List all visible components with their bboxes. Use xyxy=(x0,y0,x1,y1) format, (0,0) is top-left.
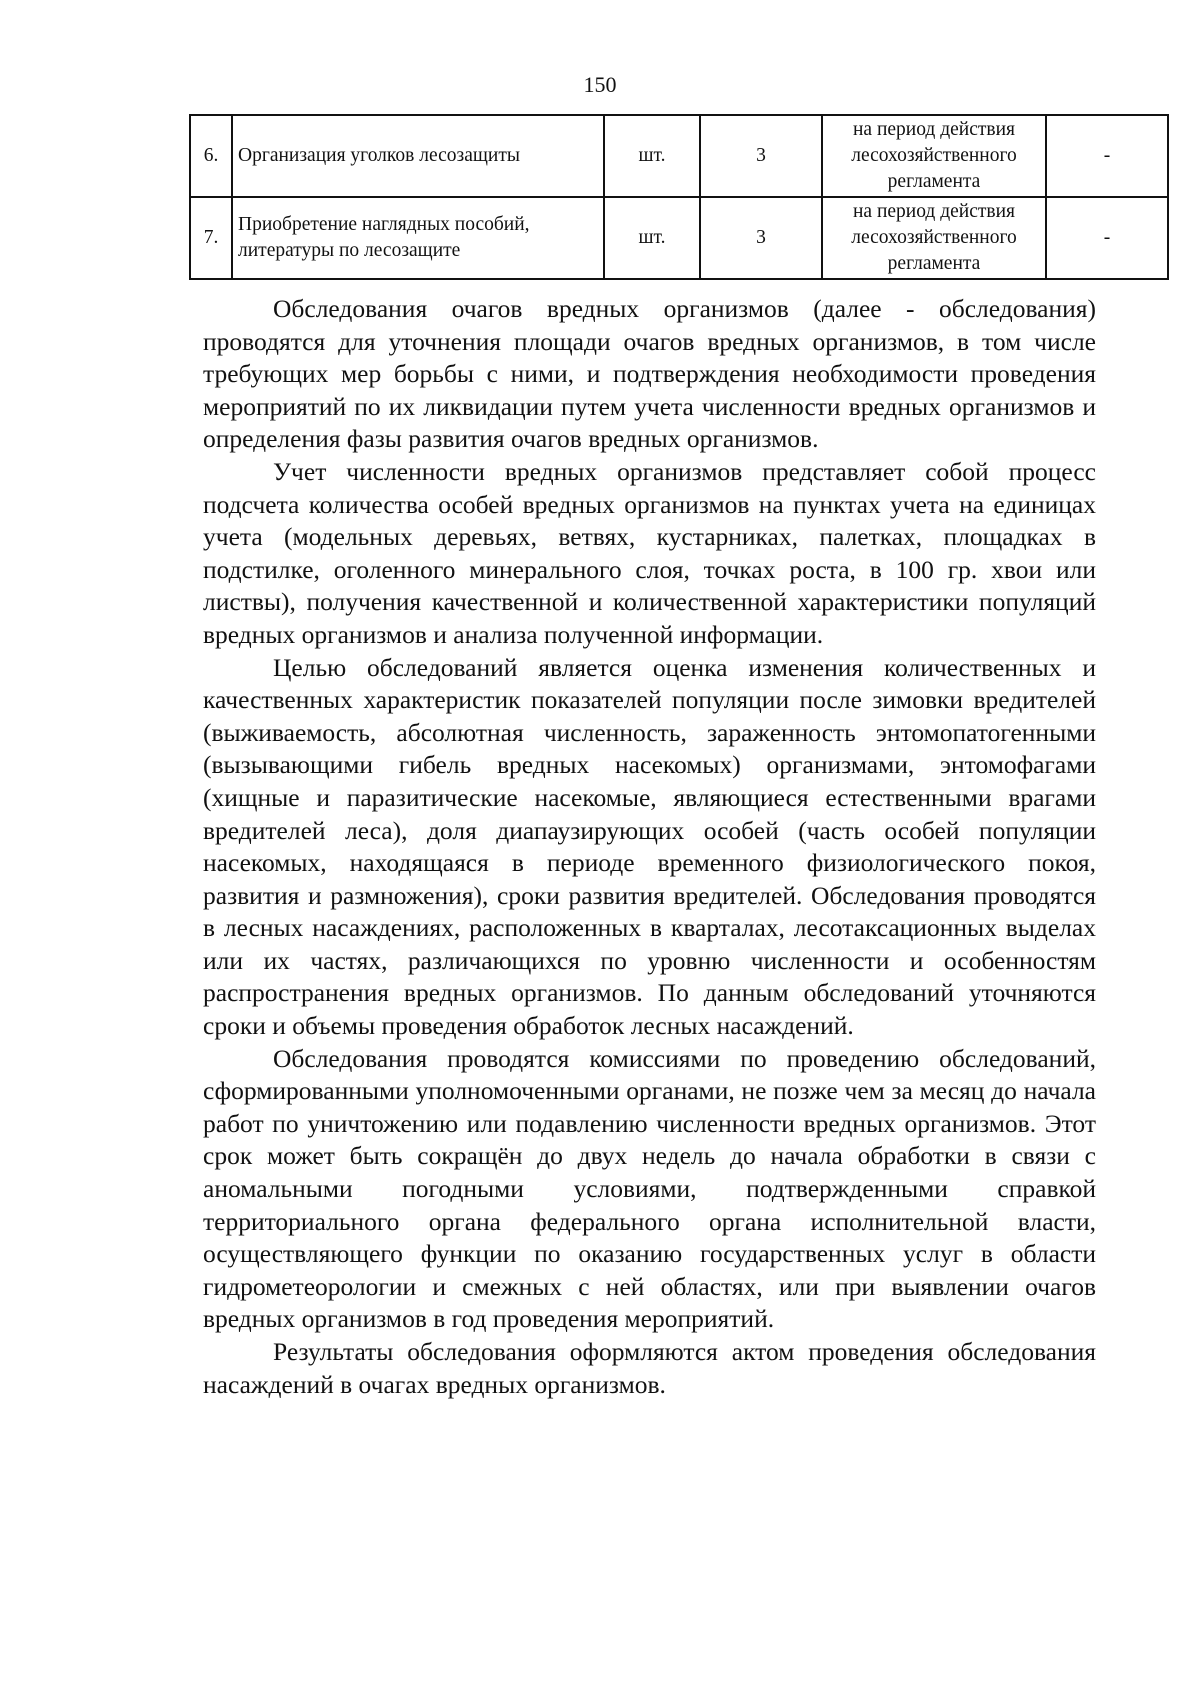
measure-name: Приобретение наглядных пособий, литературы по лесозащите xyxy=(232,197,604,279)
paragraph: Целью обследований является оценка изменения количественных и качественных характеристик показателей популяции после зимовки вредителей (выживаемость, абсолютная численность, зараженность энтомопатогенными (вызывающими гибель вредных насекомых) организмами, энтомофагами (хищные и паразитические насекомые, являющиеся естественными врагами вредителей леса), доля диапаузирующих особей (часть особей популяции насекомых, находящаяся в периоде временного физиологического покоя, развития и размножения), сроки развития вредителей. Обследования проводятся в лесных насаждениях, расположенных в кварталах, лесотаксационных выделах или их частях, различающихся по уровню численности и особенностям распространения вредных организмов. По данным обследований уточняются сроки и объемы проведения обработок лесных насаждений. xyxy=(203,652,1096,1041)
table-row xyxy=(190,197,1168,279)
paragraph: Обследования проводятся комиссиями по проведению обследований, сформированными уполномоченными органами, не позже чем за месяц до начала работ по уничтожению или подавлению численности вредных организмов. Этот срок может быть сокращён до двух недель до начала обработки в связи с аномальными погодными условиями, подтвержденными справкой территориального органа федерального органа исполнительной власти, осуществляющего функции по оказанию государственных услуг в области гидрометеорологии и смежных с ней областях, или при выявлении очагов вредных организмов в год проведения мероприятий. xyxy=(203,1043,1096,1334)
term-cell: на период действия лесохозяйственного регламента xyxy=(822,197,1046,279)
measure-name: Организация уголков лесозащиты xyxy=(232,115,604,197)
body-text xyxy=(203,293,1096,1401)
unit-cell: шт. xyxy=(604,197,700,279)
quantity-cell: 3 xyxy=(700,115,822,197)
extra-cell: - xyxy=(1046,115,1168,197)
table-row xyxy=(190,115,1168,197)
quantity-cell: 3 xyxy=(700,197,822,279)
term-cell: на период действия лесохозяйственного регламента xyxy=(822,115,1046,197)
paragraph: Учет численности вредных организмов представляет собой процесс подсчета количества особей вредных организмов на пунктах учета на единицах учета (модельных деревьях, ветвях, кустарниках, палетках, площадках в подстилке, оголенного минерального слоя, точках роста, в 100 гр. хвои или листвы), получения качественной и количественной характеристики популяций вредных организмов и анализа полученной информации. xyxy=(203,456,1096,649)
paragraph: Результаты обследования оформляются актом проведения обследования насаждений в очагах вредных организмов. xyxy=(203,1337,1096,1399)
measures-table xyxy=(189,114,1169,280)
page-number: 150 xyxy=(583,72,617,97)
extra-cell: - xyxy=(1046,197,1168,279)
unit-cell: шт. xyxy=(604,115,700,197)
row-number: 6. xyxy=(190,115,232,197)
row-number: 7. xyxy=(190,197,232,279)
paragraph: Обследования очагов вредных организмов (далее - обследования) проводятся для уточнения площади очагов вредных организмов, в том числе требующих мер борьбы с ними, и подтверждения необходимости проведения мероприятий по их ликвидации путем учета численности вредных организмов и определения фазы развития очагов вредных организмов. xyxy=(203,294,1096,454)
